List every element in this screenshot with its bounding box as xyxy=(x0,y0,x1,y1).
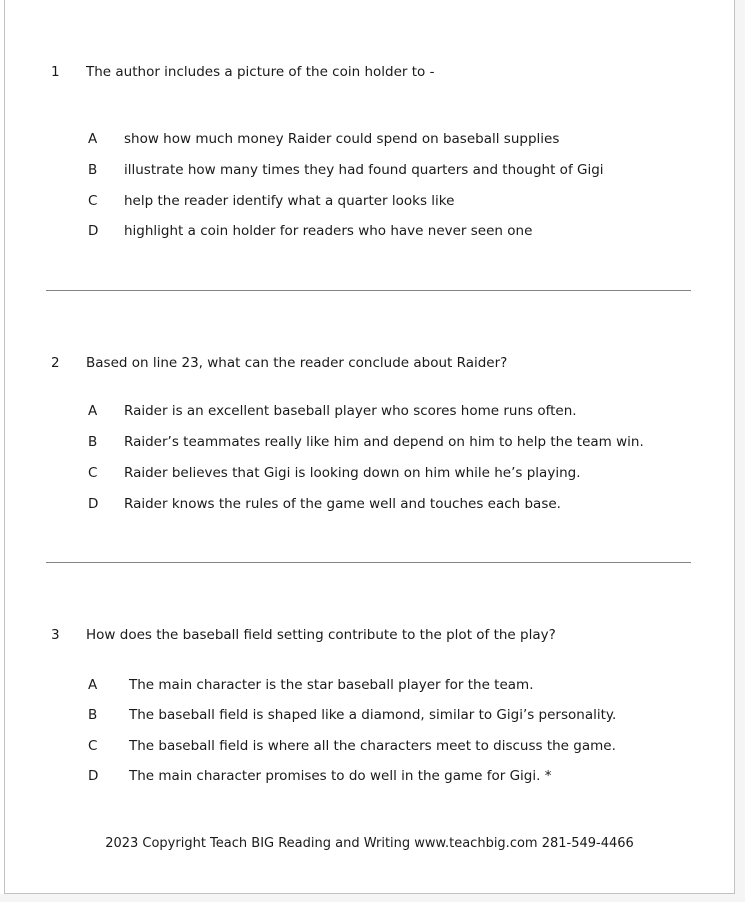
choice-text: The baseball field is where all the characters meet to discuss the game. xyxy=(129,738,616,754)
choice-letter: A xyxy=(88,131,98,147)
question-1-choice-c xyxy=(5,193,734,209)
choice-text: Raider believes that Gigi is looking down on him while he’s playing. xyxy=(124,465,581,481)
question-1-choice-d xyxy=(5,223,734,239)
choice-letter: A xyxy=(88,677,98,693)
question-2-choice-b xyxy=(5,434,734,450)
choice-letter: A xyxy=(88,403,98,419)
choice-letter: D xyxy=(88,496,99,512)
question-number: 2 xyxy=(51,355,60,371)
choice-letter: C xyxy=(88,738,98,754)
question-3-choice-b xyxy=(5,707,734,723)
question-2-choice-c xyxy=(5,465,734,481)
choice-text: The main character is the star baseball player for the team. xyxy=(129,677,534,693)
question-3-choice-a xyxy=(5,677,734,693)
choice-text: help the reader identify what a quarter looks like xyxy=(124,193,455,209)
question-3-choice-d xyxy=(5,768,734,784)
choice-letter: B xyxy=(88,162,98,178)
choice-letter: C xyxy=(88,465,98,481)
section-divider xyxy=(46,562,691,563)
question-1-choice-b xyxy=(5,162,734,178)
copyright-footer: 2023 Copyright Teach BIG Reading and Writing www.teachbig.com 281-549-4466 xyxy=(105,836,634,851)
question-1-stem xyxy=(5,64,734,80)
choice-text: illustrate how many times they had found quarters and thought of Gigi xyxy=(124,162,604,178)
choice-letter: B xyxy=(88,707,98,723)
choice-text: The baseball field is shaped like a diamond, similar to Gigi’s personality. xyxy=(129,707,617,723)
choice-text: Raider knows the rules of the game well and touches each base. xyxy=(124,496,561,512)
choice-text: The main character promises to do well in the game for Gigi. * xyxy=(129,768,552,784)
question-2-stem xyxy=(5,355,734,371)
question-1-choice-a xyxy=(5,131,734,147)
choice-text: show how much money Raider could spend on baseball supplies xyxy=(124,131,560,147)
document-page xyxy=(4,0,735,894)
choice-letter: D xyxy=(88,768,99,784)
question-3-choice-c xyxy=(5,738,734,754)
question-text: Based on line 23, what can the reader conclude about Raider? xyxy=(86,355,508,371)
section-divider xyxy=(46,290,691,291)
choice-text: Raider’s teammates really like him and depend on him to help the team win. xyxy=(124,434,644,450)
choice-text: Raider is an excellent baseball player who scores home runs often. xyxy=(124,403,577,419)
question-text: The author includes a picture of the coin holder to - xyxy=(86,64,435,80)
question-2-choice-d xyxy=(5,496,734,512)
question-number: 1 xyxy=(51,64,60,80)
choice-letter: B xyxy=(88,434,98,450)
choice-letter: C xyxy=(88,193,98,209)
question-2-choice-a xyxy=(5,403,734,419)
choice-letter: D xyxy=(88,223,99,239)
choice-text: highlight a coin holder for readers who have never seen one xyxy=(124,223,533,239)
question-number: 3 xyxy=(51,627,60,643)
question-3-stem xyxy=(5,627,734,643)
question-text: How does the baseball field setting contribute to the plot of the play? xyxy=(86,627,556,643)
